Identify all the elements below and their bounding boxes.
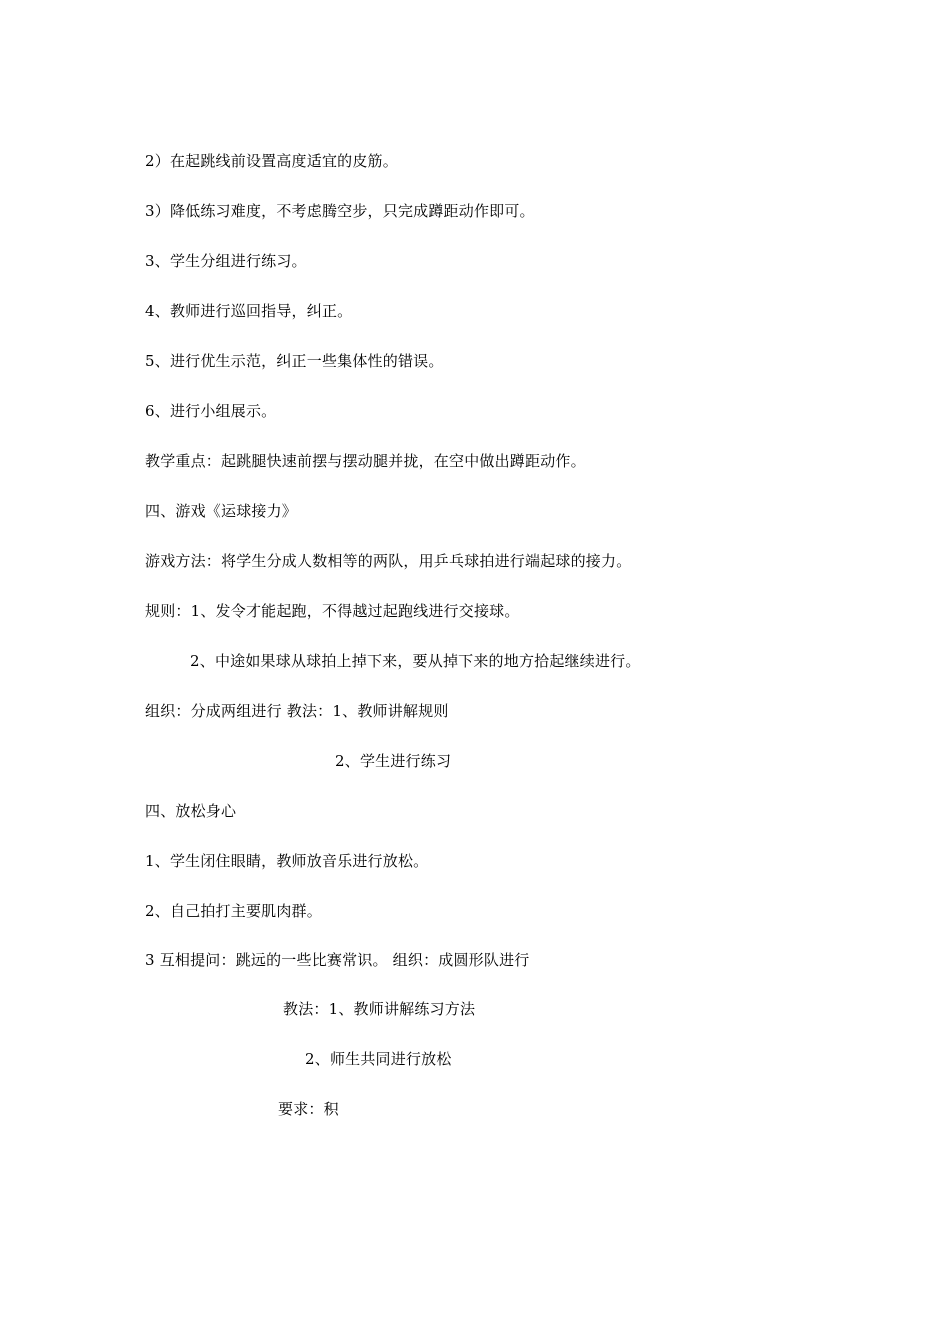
text-line: 教法：1、教师讲解练习方法 — [283, 1000, 476, 1018]
text-line: 2、自己拍打主要肌肉群。 — [145, 902, 322, 920]
text-line: 教学重点：起跳腿快速前摆与摆动腿并拢，在空中做出蹲距动作。 — [145, 452, 586, 470]
text-line: 2、师生共同进行放松 — [305, 1050, 452, 1068]
text-line: 组织：分成两组进行 教法：1、教师讲解规则 — [145, 702, 449, 720]
text-line: 5、进行优生示范，纠正一些集体性的错误。 — [145, 352, 444, 370]
text-line: 6、进行小组展示。 — [145, 402, 277, 420]
text-line: 规则：1、发令才能起跑，不得越过起跑线进行交接球。 — [145, 602, 520, 620]
text-line: 2）在起跳线前设置高度适宜的皮筋。 — [145, 152, 398, 170]
text-line: 游戏方法：将学生分成人数相等的两队，用乒乓球拍进行端起球的接力。 — [145, 552, 632, 570]
text-line: 2、学生进行练习 — [335, 752, 452, 770]
text-line: 3）降低练习难度，不考虑腾空步，只完成蹲距动作即可。 — [145, 202, 535, 220]
text-line: 1、学生闭住眼睛，教师放音乐进行放松。 — [145, 852, 429, 870]
text-line: 3、学生分组进行练习。 — [145, 252, 307, 270]
text-line: 3 互相提问：跳远的一些比赛常识。 组织：成圆形队进行 — [145, 951, 530, 969]
section-heading: 四、放松身心 — [145, 802, 237, 820]
text-line: 要求：积 — [278, 1100, 339, 1118]
text-line: 4、教师进行巡回指导，纠正。 — [145, 302, 353, 320]
text-line: 2、中途如果球从球拍上掉下来，要从掉下来的地方拾起继续进行。 — [190, 652, 641, 670]
section-heading: 四、游戏《运球接力》 — [145, 502, 298, 520]
